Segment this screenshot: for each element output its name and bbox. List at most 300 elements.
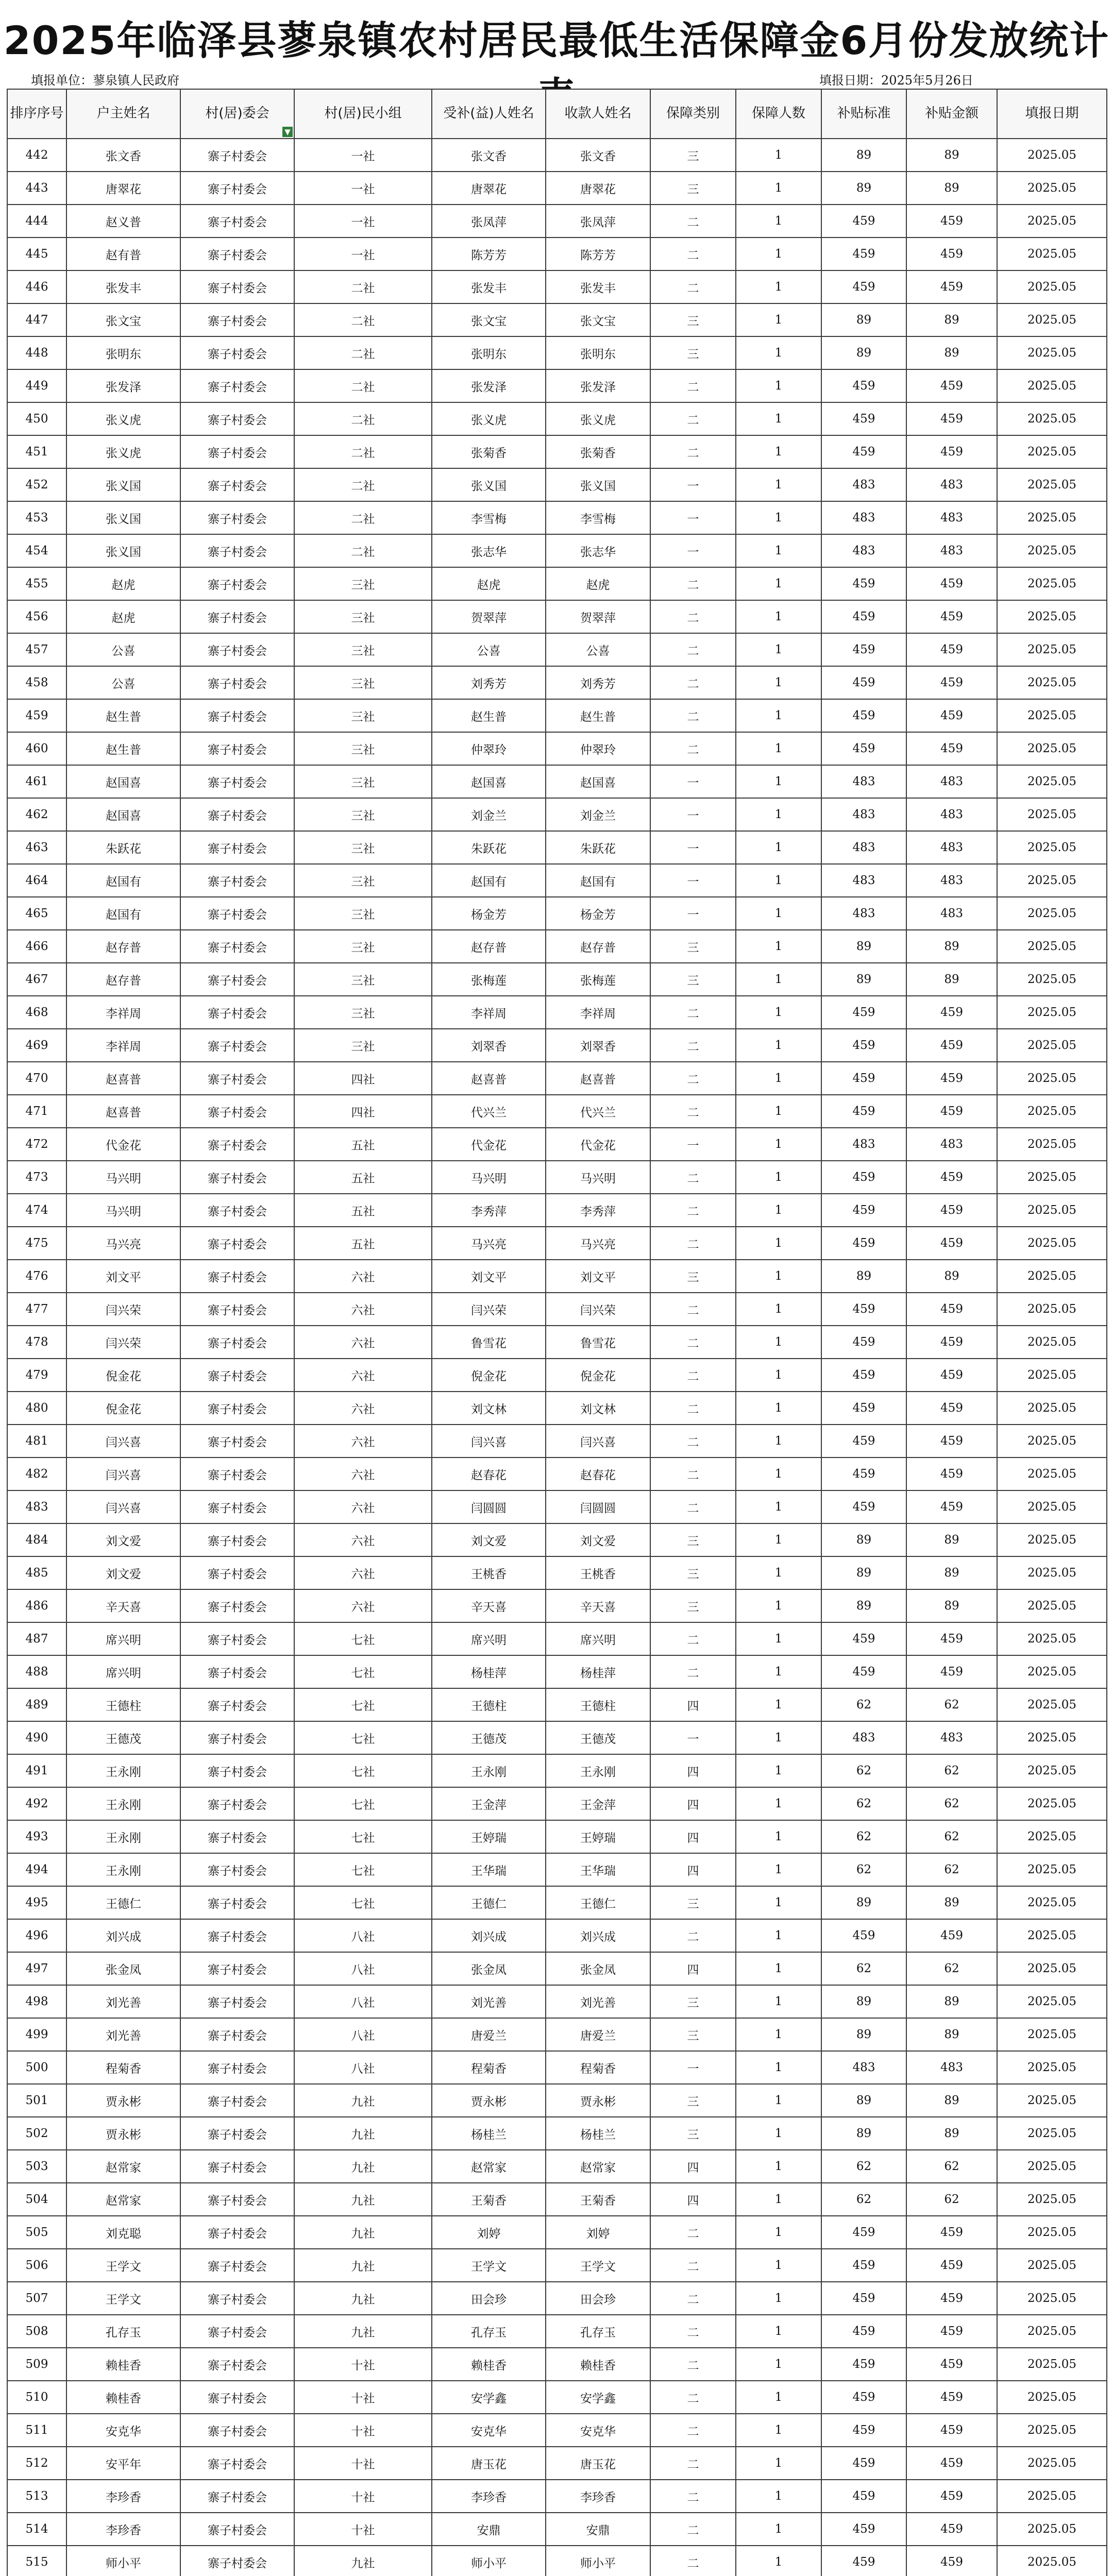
cell-persons[interactable]: 1	[736, 2117, 821, 2150]
cell-payee[interactable]: 王学文	[546, 2249, 650, 2282]
cell-date[interactable]: 2025.05	[997, 897, 1107, 930]
cell-householder[interactable]: 赵国喜	[66, 765, 180, 798]
cell-beneficiary[interactable]: 张文宝	[432, 303, 546, 336]
cell-householder[interactable]: 贾永彬	[66, 2084, 180, 2117]
cell-amount[interactable]: 459	[906, 435, 997, 468]
cell-beneficiary[interactable]: 杨金芳	[432, 897, 546, 930]
cell-householder[interactable]: 朱跃花	[66, 831, 180, 864]
cell-persons[interactable]: 1	[736, 1293, 821, 1326]
cell-amount[interactable]: 483	[906, 798, 997, 831]
cell-beneficiary[interactable]: 马兴亮	[432, 1227, 546, 1260]
cell-village[interactable]: 寨子村委会	[180, 2480, 294, 2513]
cell-group[interactable]: 二社	[294, 501, 432, 534]
cell-seq[interactable]: 508	[7, 2315, 66, 2348]
cell-beneficiary[interactable]: 席兴明	[432, 1622, 546, 1655]
cell-village[interactable]: 寨子村委会	[180, 1227, 294, 1260]
cell-village[interactable]: 寨子村委会	[180, 2315, 294, 2348]
cell-category[interactable]: 二	[650, 2414, 736, 2447]
cell-date[interactable]: 2025.05	[997, 996, 1107, 1029]
cell-category[interactable]: 一	[650, 897, 736, 930]
cell-category[interactable]: 二	[650, 1490, 736, 1523]
cell-amount[interactable]: 62	[906, 1754, 997, 1787]
cell-persons[interactable]: 1	[736, 238, 821, 270]
cell-amount[interactable]: 459	[906, 2414, 997, 2447]
cell-persons[interactable]: 1	[736, 1392, 821, 1425]
cell-amount[interactable]: 459	[906, 1425, 997, 1458]
cell-date[interactable]: 2025.05	[997, 699, 1107, 732]
cell-householder[interactable]: 赵存普	[66, 963, 180, 996]
cell-persons[interactable]: 1	[736, 468, 821, 501]
cell-village[interactable]: 寨子村委会	[180, 1062, 294, 1095]
cell-group[interactable]: 二社	[294, 369, 432, 402]
cell-category[interactable]: 二	[650, 435, 736, 468]
cell-village[interactable]: 寨子村委会	[180, 1490, 294, 1523]
cell-village[interactable]: 寨子村委会	[180, 1458, 294, 1490]
cell-date[interactable]: 2025.05	[997, 1622, 1107, 1655]
cell-category[interactable]: 二	[650, 2249, 736, 2282]
cell-village[interactable]: 寨子村委会	[180, 1128, 294, 1161]
cell-seq[interactable]: 504	[7, 2183, 66, 2216]
cell-amount[interactable]: 62	[906, 2150, 997, 2183]
cell-date[interactable]: 2025.05	[997, 1886, 1107, 1919]
cell-persons[interactable]: 1	[736, 303, 821, 336]
cell-village[interactable]: 寨子村委会	[180, 1919, 294, 1952]
cell-householder[interactable]: 倪金花	[66, 1392, 180, 1425]
cell-persons[interactable]: 1	[736, 1194, 821, 1227]
cell-persons[interactable]: 1	[736, 2513, 821, 2546]
cell-group[interactable]: 七社	[294, 1754, 432, 1787]
cell-village[interactable]: 寨子村委会	[180, 270, 294, 303]
cell-date[interactable]: 2025.05	[997, 1161, 1107, 1194]
cell-payee[interactable]: 王桃香	[546, 1556, 650, 1589]
cell-standard[interactable]: 483	[821, 501, 906, 534]
cell-householder[interactable]: 张发泽	[66, 369, 180, 402]
cell-group[interactable]: 八社	[294, 1919, 432, 1952]
cell-group[interactable]: 六社	[294, 1425, 432, 1458]
cell-category[interactable]: 二	[650, 2216, 736, 2249]
cell-payee[interactable]: 马兴明	[546, 1161, 650, 1194]
cell-standard[interactable]: 459	[821, 567, 906, 600]
cell-seq[interactable]: 495	[7, 1886, 66, 1919]
cell-seq[interactable]: 473	[7, 1161, 66, 1194]
cell-householder[interactable]: 李珍香	[66, 2513, 180, 2546]
cell-standard[interactable]: 459	[821, 2381, 906, 2414]
cell-beneficiary[interactable]: 王德茂	[432, 1721, 546, 1754]
col-header-date[interactable]: 填报日期	[997, 89, 1107, 139]
cell-seq[interactable]: 490	[7, 1721, 66, 1754]
cell-beneficiary[interactable]: 赵生普	[432, 699, 546, 732]
cell-seq[interactable]: 487	[7, 1622, 66, 1655]
col-header-persons[interactable]: 保障人数	[736, 89, 821, 139]
cell-payee[interactable]: 赖桂香	[546, 2348, 650, 2381]
cell-standard[interactable]: 89	[821, 172, 906, 205]
cell-householder[interactable]: 马兴明	[66, 1161, 180, 1194]
cell-householder[interactable]: 张义国	[66, 468, 180, 501]
col-header-seq[interactable]: 排序序号	[7, 89, 66, 139]
cell-householder[interactable]: 王学文	[66, 2249, 180, 2282]
cell-beneficiary[interactable]: 赵喜普	[432, 1062, 546, 1095]
cell-beneficiary[interactable]: 张义虎	[432, 402, 546, 435]
cell-village[interactable]: 寨子村委会	[180, 633, 294, 666]
cell-standard[interactable]: 459	[821, 1392, 906, 1425]
cell-standard[interactable]: 459	[821, 1919, 906, 1952]
cell-village[interactable]: 寨子村委会	[180, 732, 294, 765]
cell-date[interactable]: 2025.05	[997, 2084, 1107, 2117]
cell-householder[interactable]: 赵有普	[66, 238, 180, 270]
cell-category[interactable]: 四	[650, 1688, 736, 1721]
cell-persons[interactable]: 1	[736, 1260, 821, 1293]
cell-group[interactable]: 三社	[294, 633, 432, 666]
cell-category[interactable]: 三	[650, 2117, 736, 2150]
cell-category[interactable]: 三	[650, 336, 736, 369]
cell-persons[interactable]: 1	[736, 336, 821, 369]
cell-group[interactable]: 六社	[294, 1490, 432, 1523]
cell-persons[interactable]: 1	[736, 1227, 821, 1260]
cell-standard[interactable]: 89	[821, 2018, 906, 2051]
cell-date[interactable]: 2025.05	[997, 2183, 1107, 2216]
cell-standard[interactable]: 62	[821, 1787, 906, 1820]
cell-standard[interactable]: 459	[821, 1622, 906, 1655]
cell-village[interactable]: 寨子村委会	[180, 963, 294, 996]
cell-standard[interactable]: 459	[821, 2249, 906, 2282]
cell-group[interactable]: 七社	[294, 1820, 432, 1853]
cell-persons[interactable]: 1	[736, 1886, 821, 1919]
cell-amount[interactable]: 459	[906, 567, 997, 600]
cell-beneficiary[interactable]: 王婷瑞	[432, 1820, 546, 1853]
cell-seq[interactable]: 492	[7, 1787, 66, 1820]
cell-seq[interactable]: 478	[7, 1326, 66, 1359]
cell-group[interactable]: 三社	[294, 732, 432, 765]
cell-amount[interactable]: 459	[906, 1359, 997, 1392]
cell-group[interactable]: 一社	[294, 139, 432, 172]
cell-payee[interactable]: 王婷瑞	[546, 1820, 650, 1853]
cell-amount[interactable]: 459	[906, 996, 997, 1029]
cell-standard[interactable]: 459	[821, 2282, 906, 2315]
cell-amount[interactable]: 459	[906, 1326, 997, 1359]
cell-seq[interactable]: 510	[7, 2381, 66, 2414]
cell-householder[interactable]: 张义虎	[66, 402, 180, 435]
cell-payee[interactable]: 田会珍	[546, 2282, 650, 2315]
cell-village[interactable]: 寨子村委会	[180, 205, 294, 238]
cell-householder[interactable]: 贾永彬	[66, 2117, 180, 2150]
cell-seq[interactable]: 511	[7, 2414, 66, 2447]
cell-village[interactable]: 寨子村委会	[180, 798, 294, 831]
cell-date[interactable]: 2025.05	[997, 732, 1107, 765]
cell-group[interactable]: 四社	[294, 1095, 432, 1128]
cell-group[interactable]: 九社	[294, 2216, 432, 2249]
cell-seq[interactable]: 469	[7, 1029, 66, 1062]
cell-payee[interactable]: 公喜	[546, 633, 650, 666]
cell-persons[interactable]: 1	[736, 930, 821, 963]
cell-beneficiary[interactable]: 唐翠花	[432, 172, 546, 205]
cell-seq[interactable]: 515	[7, 2546, 66, 2576]
cell-village[interactable]: 寨子村委会	[180, 2216, 294, 2249]
cell-householder[interactable]: 赵虎	[66, 567, 180, 600]
cell-amount[interactable]: 459	[906, 2513, 997, 2546]
cell-seq[interactable]: 460	[7, 732, 66, 765]
cell-persons[interactable]: 1	[736, 2546, 821, 2576]
cell-standard[interactable]: 483	[821, 468, 906, 501]
cell-village[interactable]: 寨子村委会	[180, 369, 294, 402]
cell-standard[interactable]: 483	[821, 897, 906, 930]
cell-group[interactable]: 九社	[294, 2315, 432, 2348]
cell-date[interactable]: 2025.05	[997, 963, 1107, 996]
cell-seq[interactable]: 513	[7, 2480, 66, 2513]
cell-standard[interactable]: 62	[821, 1820, 906, 1853]
cell-standard[interactable]: 459	[821, 996, 906, 1029]
cell-date[interactable]: 2025.05	[997, 435, 1107, 468]
cell-payee[interactable]: 安克华	[546, 2414, 650, 2447]
cell-standard[interactable]: 483	[821, 1721, 906, 1754]
cell-group[interactable]: 二社	[294, 435, 432, 468]
cell-standard[interactable]: 459	[821, 402, 906, 435]
cell-date[interactable]: 2025.05	[997, 1985, 1107, 2018]
cell-payee[interactable]: 王华瑞	[546, 1853, 650, 1886]
cell-payee[interactable]: 王德茂	[546, 1721, 650, 1754]
cell-village[interactable]: 寨子村委会	[180, 1688, 294, 1721]
cell-seq[interactable]: 447	[7, 303, 66, 336]
cell-beneficiary[interactable]: 王桃香	[432, 1556, 546, 1589]
cell-category[interactable]: 四	[650, 1952, 736, 1985]
cell-amount[interactable]: 459	[906, 238, 997, 270]
cell-group[interactable]: 六社	[294, 1589, 432, 1622]
cell-seq[interactable]: 479	[7, 1359, 66, 1392]
cell-beneficiary[interactable]: 陈芳芳	[432, 238, 546, 270]
cell-payee[interactable]: 赵喜普	[546, 1062, 650, 1095]
cell-seq[interactable]: 499	[7, 2018, 66, 2051]
cell-standard[interactable]: 459	[821, 1029, 906, 1062]
cell-date[interactable]: 2025.05	[997, 1589, 1107, 1622]
cell-payee[interactable]: 赵生普	[546, 699, 650, 732]
cell-category[interactable]: 四	[650, 1787, 736, 1820]
cell-seq[interactable]: 496	[7, 1919, 66, 1952]
cell-date[interactable]: 2025.05	[997, 2216, 1107, 2249]
cell-seq[interactable]: 494	[7, 1853, 66, 1886]
cell-category[interactable]: 二	[650, 2480, 736, 2513]
cell-category[interactable]: 二	[650, 2348, 736, 2381]
cell-group[interactable]: 九社	[294, 2183, 432, 2216]
cell-persons[interactable]: 1	[736, 1820, 821, 1853]
cell-amount[interactable]: 483	[906, 864, 997, 897]
cell-seq[interactable]: 484	[7, 1523, 66, 1556]
cell-persons[interactable]: 1	[736, 205, 821, 238]
cell-beneficiary[interactable]: 王德柱	[432, 1688, 546, 1721]
cell-seq[interactable]: 507	[7, 2282, 66, 2315]
cell-beneficiary[interactable]: 倪金花	[432, 1359, 546, 1392]
cell-persons[interactable]: 1	[736, 1655, 821, 1688]
cell-seq[interactable]: 468	[7, 996, 66, 1029]
cell-payee[interactable]: 张发丰	[546, 270, 650, 303]
cell-payee[interactable]: 赵国喜	[546, 765, 650, 798]
cell-category[interactable]: 二	[650, 1392, 736, 1425]
cell-householder[interactable]: 赵生普	[66, 699, 180, 732]
cell-householder[interactable]: 张文香	[66, 139, 180, 172]
cell-payee[interactable]: 刘文爱	[546, 1523, 650, 1556]
cell-village[interactable]: 寨子村委会	[180, 534, 294, 567]
cell-amount[interactable]: 89	[906, 930, 997, 963]
cell-category[interactable]: 四	[650, 2150, 736, 2183]
cell-beneficiary[interactable]: 张梅莲	[432, 963, 546, 996]
cell-group[interactable]: 七社	[294, 1886, 432, 1919]
cell-beneficiary[interactable]: 仲翠玲	[432, 732, 546, 765]
cell-date[interactable]: 2025.05	[997, 336, 1107, 369]
cell-date[interactable]: 2025.05	[997, 1425, 1107, 1458]
cell-standard[interactable]: 89	[821, 1589, 906, 1622]
cell-amount[interactable]: 459	[906, 732, 997, 765]
cell-group[interactable]: 一社	[294, 205, 432, 238]
cell-category[interactable]: 三	[650, 1556, 736, 1589]
cell-seq[interactable]: 498	[7, 1985, 66, 2018]
cell-householder[interactable]: 赵喜普	[66, 1062, 180, 1095]
cell-standard[interactable]: 483	[821, 798, 906, 831]
cell-payee[interactable]: 闫兴喜	[546, 1425, 650, 1458]
cell-group[interactable]: 三社	[294, 930, 432, 963]
cell-beneficiary[interactable]: 张发泽	[432, 369, 546, 402]
cell-village[interactable]: 寨子村委会	[180, 2051, 294, 2084]
cell-category[interactable]: 二	[650, 1458, 736, 1490]
cell-category[interactable]: 一	[650, 2051, 736, 2084]
cell-category[interactable]: 一	[650, 765, 736, 798]
cell-persons[interactable]: 1	[736, 2249, 821, 2282]
cell-beneficiary[interactable]: 代金花	[432, 1128, 546, 1161]
cell-payee[interactable]: 仲翠玲	[546, 732, 650, 765]
cell-standard[interactable]: 89	[821, 2084, 906, 2117]
cell-beneficiary[interactable]: 王华瑞	[432, 1853, 546, 1886]
cell-persons[interactable]: 1	[736, 1425, 821, 1458]
cell-date[interactable]: 2025.05	[997, 468, 1107, 501]
cell-standard[interactable]: 459	[821, 1062, 906, 1095]
cell-date[interactable]: 2025.05	[997, 270, 1107, 303]
cell-amount[interactable]: 483	[906, 1128, 997, 1161]
cell-group[interactable]: 九社	[294, 2546, 432, 2576]
cell-group[interactable]: 六社	[294, 1260, 432, 1293]
cell-amount[interactable]: 459	[906, 270, 997, 303]
cell-payee[interactable]: 张明东	[546, 336, 650, 369]
cell-householder[interactable]: 赵喜普	[66, 1095, 180, 1128]
cell-amount[interactable]: 89	[906, 2084, 997, 2117]
cell-seq[interactable]: 470	[7, 1062, 66, 1095]
cell-village[interactable]: 寨子村委会	[180, 1886, 294, 1919]
cell-seq[interactable]: 480	[7, 1392, 66, 1425]
cell-group[interactable]: 三社	[294, 666, 432, 699]
cell-standard[interactable]: 62	[821, 2183, 906, 2216]
cell-beneficiary[interactable]: 张金凤	[432, 1952, 546, 1985]
cell-amount[interactable]: 459	[906, 1458, 997, 1490]
cell-seq[interactable]: 466	[7, 930, 66, 963]
cell-householder[interactable]: 安克华	[66, 2414, 180, 2447]
cell-date[interactable]: 2025.05	[997, 1820, 1107, 1853]
cell-beneficiary[interactable]: 赵存普	[432, 930, 546, 963]
cell-beneficiary[interactable]: 杨桂兰	[432, 2117, 546, 2150]
cell-payee[interactable]: 闫兴荣	[546, 1293, 650, 1326]
cell-amount[interactable]: 459	[906, 369, 997, 402]
cell-persons[interactable]: 1	[736, 2084, 821, 2117]
cell-amount[interactable]: 89	[906, 1985, 997, 2018]
cell-category[interactable]: 三	[650, 1523, 736, 1556]
cell-persons[interactable]: 1	[736, 2183, 821, 2216]
cell-householder[interactable]: 辛天喜	[66, 1589, 180, 1622]
cell-standard[interactable]: 89	[821, 963, 906, 996]
cell-village[interactable]: 寨子村委会	[180, 996, 294, 1029]
cell-persons[interactable]: 1	[736, 534, 821, 567]
cell-date[interactable]: 2025.05	[997, 633, 1107, 666]
cell-date[interactable]: 2025.05	[997, 765, 1107, 798]
cell-standard[interactable]: 459	[821, 238, 906, 270]
cell-amount[interactable]: 459	[906, 1227, 997, 1260]
cell-standard[interactable]: 459	[821, 1359, 906, 1392]
cell-category[interactable]: 三	[650, 2084, 736, 2117]
cell-persons[interactable]: 1	[736, 996, 821, 1029]
cell-beneficiary[interactable]: 闫兴喜	[432, 1425, 546, 1458]
cell-date[interactable]: 2025.05	[997, 1095, 1107, 1128]
cell-standard[interactable]: 459	[821, 1227, 906, 1260]
cell-persons[interactable]: 1	[736, 1787, 821, 1820]
cell-date[interactable]: 2025.05	[997, 864, 1107, 897]
cell-payee[interactable]: 张志华	[546, 534, 650, 567]
cell-group[interactable]: 三社	[294, 897, 432, 930]
cell-persons[interactable]: 1	[736, 2018, 821, 2051]
cell-householder[interactable]: 张义国	[66, 534, 180, 567]
cell-persons[interactable]: 1	[736, 1688, 821, 1721]
cell-standard[interactable]: 459	[821, 369, 906, 402]
cell-amount[interactable]: 62	[906, 1787, 997, 1820]
cell-date[interactable]: 2025.05	[997, 402, 1107, 435]
cell-seq[interactable]: 509	[7, 2348, 66, 2381]
cell-date[interactable]: 2025.05	[997, 369, 1107, 402]
cell-category[interactable]: 三	[650, 139, 736, 172]
cell-householder[interactable]: 王德茂	[66, 1721, 180, 1754]
cell-category[interactable]: 四	[650, 2183, 736, 2216]
cell-village[interactable]: 寨子村委会	[180, 1095, 294, 1128]
cell-village[interactable]: 寨子村委会	[180, 1655, 294, 1688]
cell-date[interactable]: 2025.05	[997, 172, 1107, 205]
cell-persons[interactable]: 1	[736, 1062, 821, 1095]
col-header-payee[interactable]: 收款人姓名	[546, 89, 650, 139]
cell-persons[interactable]: 1	[736, 270, 821, 303]
cell-amount[interactable]: 483	[906, 1721, 997, 1754]
cell-persons[interactable]: 1	[736, 402, 821, 435]
cell-group[interactable]: 二社	[294, 468, 432, 501]
cell-persons[interactable]: 1	[736, 897, 821, 930]
cell-amount[interactable]: 89	[906, 139, 997, 172]
cell-standard[interactable]: 62	[821, 1688, 906, 1721]
cell-seq[interactable]: 443	[7, 172, 66, 205]
cell-householder[interactable]: 刘文爱	[66, 1523, 180, 1556]
cell-group[interactable]: 九社	[294, 2084, 432, 2117]
cell-standard[interactable]: 483	[821, 2051, 906, 2084]
cell-standard[interactable]: 459	[821, 2546, 906, 2576]
cell-category[interactable]: 二	[650, 600, 736, 633]
cell-standard[interactable]: 459	[821, 270, 906, 303]
cell-seq[interactable]: 464	[7, 864, 66, 897]
cell-date[interactable]: 2025.05	[997, 2414, 1107, 2447]
cell-persons[interactable]: 1	[736, 1589, 821, 1622]
cell-group[interactable]: 十社	[294, 2414, 432, 2447]
cell-payee[interactable]: 唐玉花	[546, 2447, 650, 2480]
cell-date[interactable]: 2025.05	[997, 2513, 1107, 2546]
cell-beneficiary[interactable]: 鲁雪花	[432, 1326, 546, 1359]
cell-standard[interactable]: 89	[821, 139, 906, 172]
cell-group[interactable]: 八社	[294, 2051, 432, 2084]
cell-seq[interactable]: 455	[7, 567, 66, 600]
cell-beneficiary[interactable]: 李珍香	[432, 2480, 546, 2513]
cell-standard[interactable]: 89	[821, 2117, 906, 2150]
col-header-householder[interactable]: 户主姓名	[66, 89, 180, 139]
cell-householder[interactable]: 闫兴喜	[66, 1490, 180, 1523]
cell-amount[interactable]: 483	[906, 765, 997, 798]
cell-amount[interactable]: 89	[906, 303, 997, 336]
cell-beneficiary[interactable]: 刘翠香	[432, 1029, 546, 1062]
